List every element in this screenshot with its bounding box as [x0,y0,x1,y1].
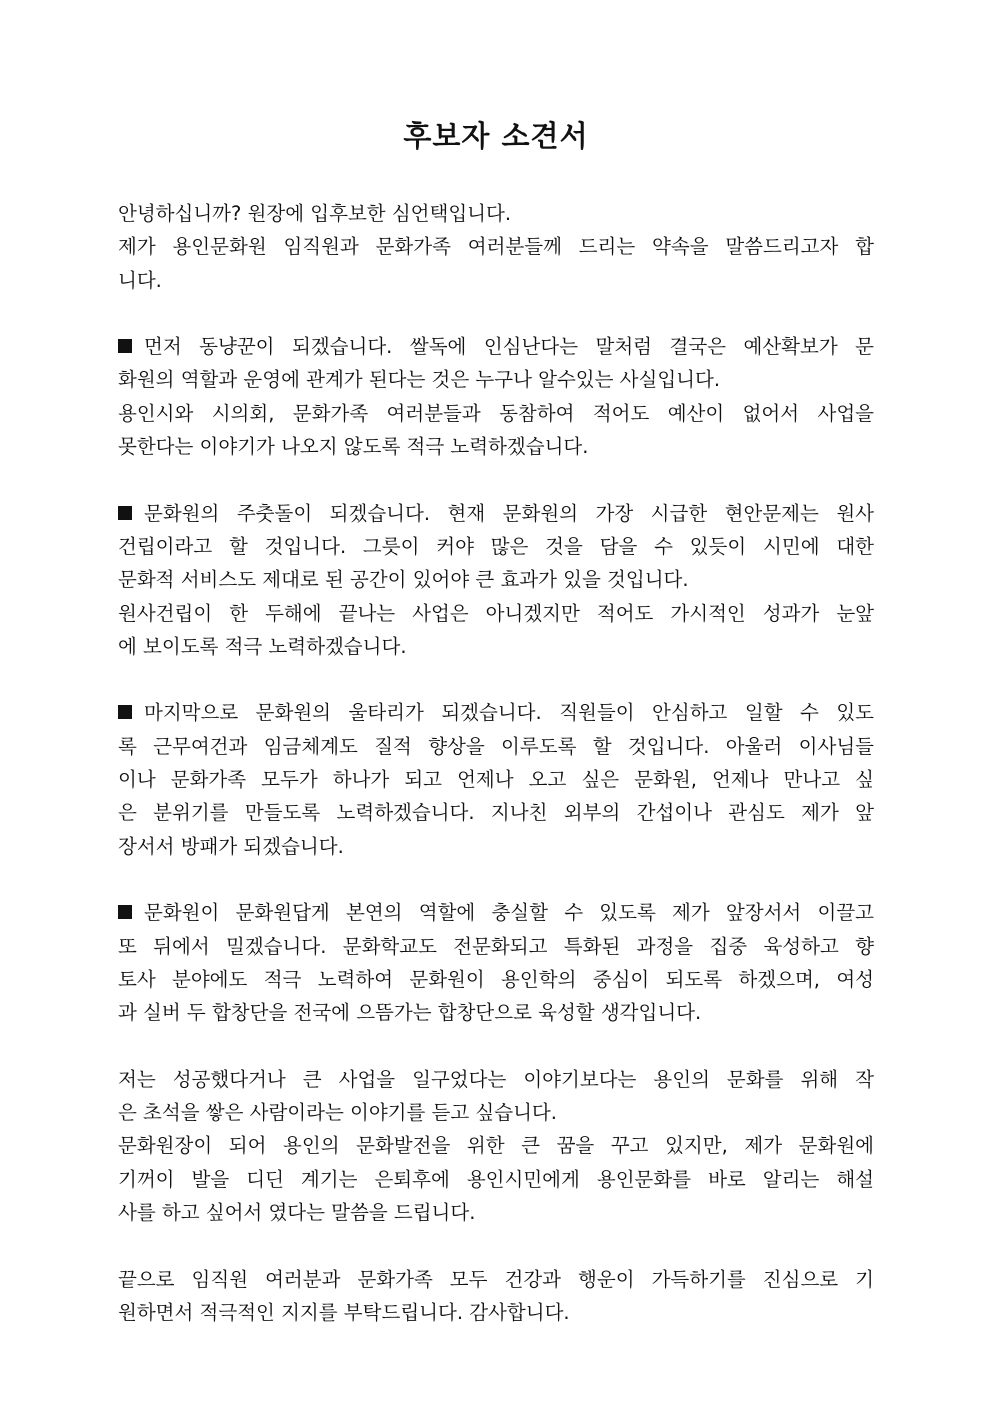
bullet-paragraph [118,330,874,463]
text-line [118,1263,874,1296]
line-text: 문화원의 주춧돌이 되겠습니다. 현재 문화원의 가장 시급한 현안문제는 원사 [144,501,874,525]
text-line [118,197,874,230]
line-text: 원사건립이 한 두해에 끝나는 사업은 아니겠지만 적어도 가시적인 성과가 눈앞 [118,601,874,625]
text-line [118,696,874,729]
text-line [118,1063,874,1096]
text-line [118,264,874,297]
text-line [118,930,874,963]
square-bullet-icon [118,506,132,520]
text-line [118,730,874,763]
text-line [118,830,874,863]
text-line [118,1129,874,1162]
text-line [118,563,874,596]
line-text: 안녕하십니까? 원장에 입후보한 심언택입니다. [118,202,512,225]
line-text: 마지막으로 문화원의 울타리가 되겠습니다. 직원들이 안심하고 일할 수 있도 [144,701,874,725]
bullet-paragraph [118,696,874,862]
line-text: 기꺼이 발을 디딘 계기는 은퇴후에 용인시민에게 용인문화를 바로 알리는 해설 [118,1167,874,1191]
bullet-paragraph [118,896,874,1029]
text-line [118,963,874,996]
line-text: 사를 하고 싶어서 였다는 말씀을 드립니다. [118,1200,476,1224]
line-text: 문화적 서비스도 제대로 된 공간이 있어야 큰 효과가 있을 것입니다. [118,568,689,592]
text-line [118,330,874,363]
line-text: 과 실버 두 합창단을 전국에 으뜸가는 합창단으로 육성할 생각입니다. [118,1001,702,1025]
line-text: 에 보이도록 적극 노력하겠습니다. [118,634,407,658]
text-line [118,230,874,263]
document-title: 후보자 소견서 [403,119,589,153]
line-text: 또 뒤에서 밀겠습니다. 문화학교도 전문화되고 특화된 과정을 집중 육성하고 향 [118,934,874,958]
paragraph [118,1263,874,1330]
paragraph [118,1063,874,1229]
line-text: 못한다는 이야기가 나오지 않도록 적극 노력하겠습니다. [118,435,589,459]
line-text: 은 초석을 쌓은 사람이라는 이야기를 듣고 싶습니다. [118,1101,557,1125]
square-bullet-icon [118,905,132,919]
line-text: 문화원이 문화원답게 본연의 역할에 충실할 수 있도록 제가 앞장서서 이끌고 [144,901,874,925]
text-line [118,1163,874,1196]
line-text: 끝으로 임직원 여러분과 문화가족 모두 건강과 행운이 가득하기를 진심으로 기 [118,1267,874,1291]
square-bullet-icon [118,339,132,353]
line-text: 화원의 역할과 운영에 관계가 된다는 것은 누구나 알수있는 사실입니다. [118,368,721,392]
line-text: 장서서 방패가 되겠습니다. [118,834,344,858]
text-line [118,896,874,929]
line-text: 원하면서 적극적인 지지를 부탁드립니다. 감사합니다. [118,1300,570,1324]
text-line [118,397,874,430]
line-text: 록 근무여건과 임금체계도 질적 향상을 이루도록 할 것입니다. 아울러 이사님들 [118,734,874,758]
text-line [118,497,874,530]
document-body [118,197,874,1362]
line-text: 문화원장이 되어 용인의 문화발전을 위한 큰 꿈을 꾸고 있지만, 제가 문화원에 [118,1134,874,1158]
text-line [118,1296,874,1329]
line-text: 제가 용인문화원 임직원과 문화가족 여러분들께 드리는 약속을 말씀드리고자 합 [118,235,874,259]
paragraph [118,197,874,297]
line-text: 저는 성공했다거나 큰 사업을 일구었다는 이야기보다는 용인의 문화를 위해 작 [118,1067,874,1091]
line-text: 은 분위기를 만들도록 노력하겠습니다. 지나친 외부의 간섭이나 관심도 제가 앞 [118,801,874,825]
square-bullet-icon [118,705,132,719]
bullet-paragraph [118,497,874,663]
text-line [118,1096,874,1129]
text-line [118,1196,874,1229]
text-line [118,996,874,1029]
text-line [118,363,874,396]
text-line [118,430,874,463]
text-line [118,796,874,829]
text-line [118,597,874,630]
line-text: 니다. [118,268,162,292]
line-text: 토사 분야에도 적극 노력하여 문화원이 용인학의 중심이 되도록 하겠으며, 여성 [118,967,874,991]
text-line [118,530,874,563]
text-line [118,630,874,663]
line-text: 건립이라고 할 것입니다. 그릇이 커야 많은 것을 담을 수 있듯이 시민에 대한 [118,534,874,558]
line-text: 먼저 동냥꾼이 되겠습니다. 쌀독에 인심난다는 말처럼 결국은 예산확보가 문 [144,335,874,359]
line-text: 용인시와 시의회, 문화가족 여러분들과 동참하여 적어도 예산이 없어서 사업을 [118,401,874,425]
text-line [118,763,874,796]
line-text: 이나 문화가족 모두가 하나가 되고 언제나 오고 싶은 문화원, 언제나 만나고 싶 [118,768,874,792]
